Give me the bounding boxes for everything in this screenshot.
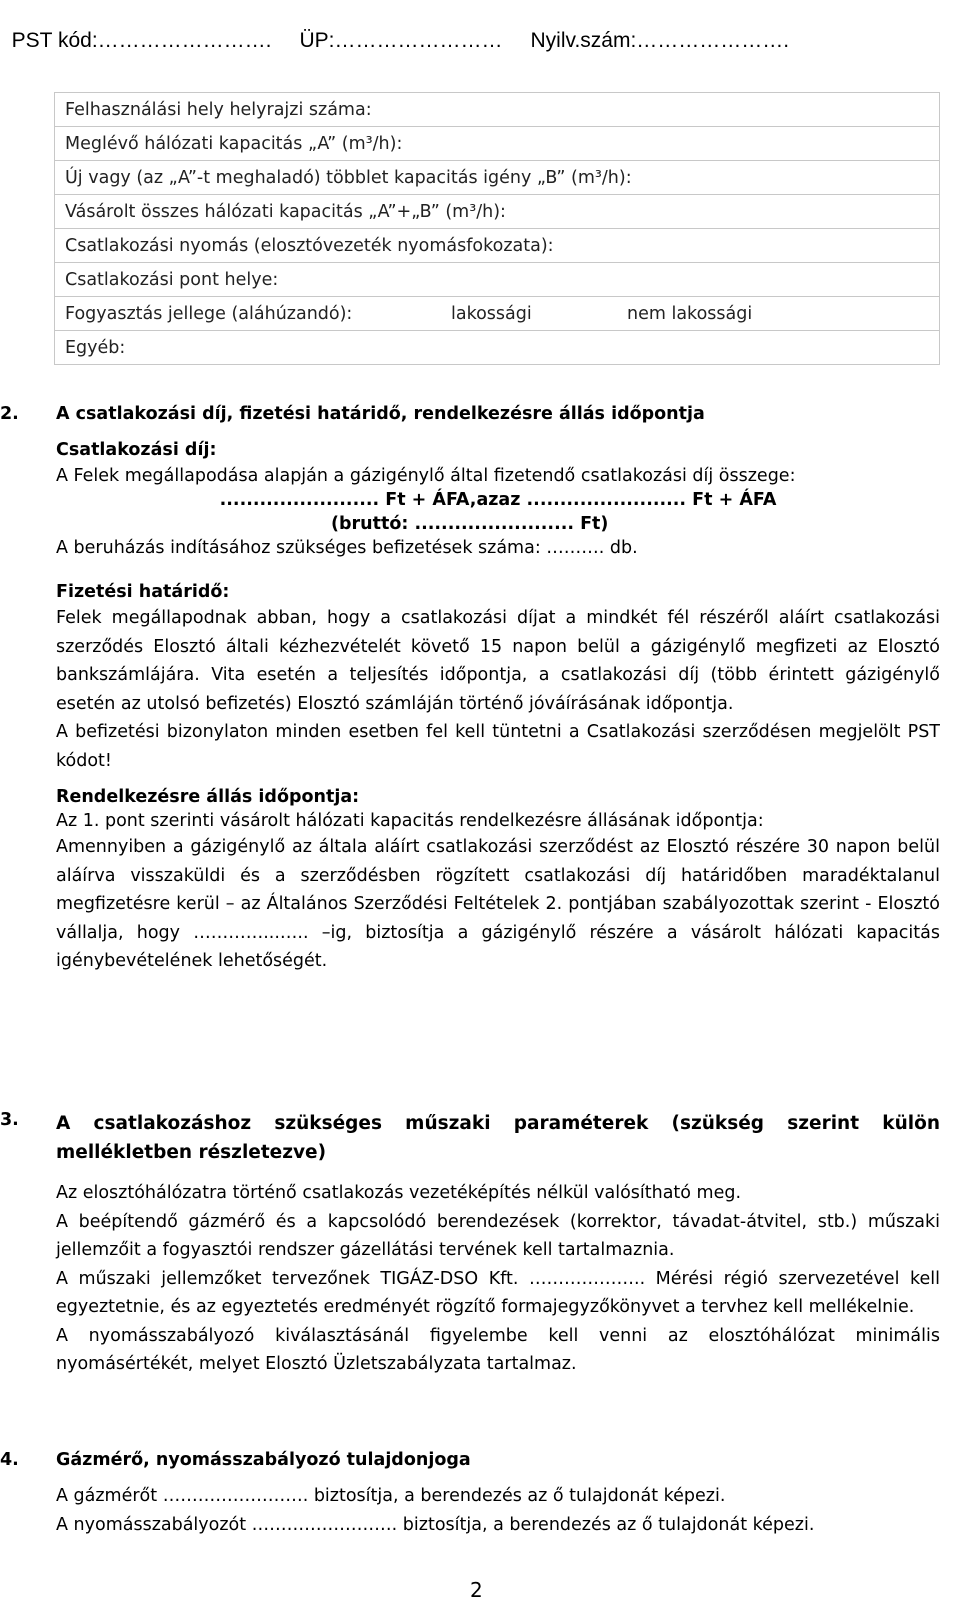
section-number: 2. xyxy=(0,404,19,424)
section-title: A csatlakozási díj, fizetési határidő, rendelkezésre állás időpontja xyxy=(56,404,705,424)
payments-count: A beruházás indításához szükséges befizetések száma: ………. db. xyxy=(56,538,638,558)
ownership-paragraph: A gázmérőt ……………………. biztosítja, a berendezés az ő tulajdonát képezi. xyxy=(56,1486,726,1506)
info-row xyxy=(55,229,940,263)
up-field: ÜP:…………………… xyxy=(299,29,503,52)
technical-paragraph: A műszaki jellemzőket tervezőnek TIGÁZ-DSO Kft. ……………….. Mérési régió szervezetével kell egyeztetnie, és az egyeztetés eredményét rögzítő formajegyzőkönyvet a tervhez kell mellékelnie. xyxy=(56,1268,940,1317)
ownership-paragraph: A nyomásszabályozót ……………………. biztosítja, a berendezés az ő tulajdonát képezi. xyxy=(56,1514,815,1535)
pst-code-field: PST kód:……………………. xyxy=(11,29,272,52)
availability-line: Az 1. pont szerinti vásárolt hálózati kapacitás rendelkezésre állásának időpontja: xyxy=(56,811,764,831)
fee-amount-line: ........................ Ft + ÁFA,azaz ........................ Ft + ÁFA xyxy=(219,490,777,510)
info-row xyxy=(55,331,940,365)
info-row xyxy=(55,195,940,229)
document-header xyxy=(0,5,817,53)
option-residential[interactable]: lakossági xyxy=(451,304,532,324)
section-title: A csatlakozáshoz szükséges műszaki paraméterek (szükség szerint külön mellékletben részletezve) xyxy=(56,1113,940,1163)
option-non-residential[interactable]: nem lakossági xyxy=(627,304,753,324)
info-cell: Új vagy (az „A”-t meghaladó) többlet kapacitás igény „B” (m³/h): xyxy=(55,161,940,195)
section-content xyxy=(56,1110,940,1379)
fee-heading: Csatlakozási díj: xyxy=(56,440,217,460)
consumption-type-label: Fogyasztás jellege (aláhúzandó): xyxy=(65,303,353,324)
info-row xyxy=(55,93,940,127)
availability-text: Amennyiben a gázigénylő az általa aláírt csatlakozási szerződést az Elosztó részére 30 napon belül aláírva visszaküldi és a szerződésben rögzített csatlakozási díj határidőben maradéktalanul megfizetésre kerül – az Általános Szerződési Feltételek 2. pontjában szabályozottak szerint - Elosztó vállalja, hogy …………...….. –ig, biztosítja a gázigénylő részére a vásárolt hálózati kapacitás igénybevételének lehetőségét. xyxy=(56,837,940,971)
section-title: Gázmérő, nyomásszabályozó tulajdonjoga xyxy=(56,1450,471,1470)
info-table xyxy=(54,92,940,365)
deadline-note: A befizetési bizonylaton minden esetben fel kell tüntetni a Csatlakozási szerződésen megjelölt PST kódot! xyxy=(56,722,940,771)
info-row xyxy=(55,161,940,195)
info-row xyxy=(55,127,940,161)
section-content xyxy=(56,404,940,976)
technical-paragraph: A beépítendő gázmérő és a kapcsolódó berendezések (korrektor, távadat-átvitel, stb.) műszaki jellemzőit a fogyasztói rendszer gázellátási tervének kell tartalmaznia. xyxy=(56,1211,940,1260)
deadline-text: Felek megállapodnak abban, hogy a csatlakozási díjat a mindkét fél részéről aláírt csatlakozási szerződés Elosztó általi kézhezvételét követő 15 napon belül a gázigénylő megfizeti az Elosztó bankszámlájára. Vita esetén a teljesítés időpontja, a csatlakozási díj (több érintett gázigénylő esetén az utolsó befizetés) Elosztó számláján történő jóváírásának időpontja. xyxy=(56,608,940,714)
info-cell: Egyéb: xyxy=(55,331,940,365)
info-row xyxy=(55,263,940,297)
info-cell: Csatlakozási pont helye: xyxy=(55,263,940,297)
availability-heading: Rendelkezésre állás időpontja: xyxy=(56,787,360,807)
technical-paragraph: A nyomásszabályozó kiválasztásánál figyelembe kell venni az elosztóhálózat minimális nyomásértékét, melyet Elosztó Üzletszabályzata tartalmaz. xyxy=(56,1325,940,1374)
page-number: 2 xyxy=(470,1578,483,1602)
technical-paragraph: Az elosztóhálózatra történő csatlakozás vezetéképítés nélkül valósítható meg. xyxy=(56,1183,742,1203)
info-cell: Vásárolt összes hálózati kapacitás „A”+„B” (m³/h): xyxy=(55,195,940,229)
deadline-heading: Fizetési határidő: xyxy=(56,582,230,602)
section-number: 3. xyxy=(0,1110,19,1130)
registry-number-field: Nyilv.szám:…………………. xyxy=(530,29,790,52)
info-cell: Csatlakozási nyomás (elosztóvezeték nyomásfokozata): xyxy=(55,229,940,263)
section-number: 4. xyxy=(0,1450,19,1470)
consumption-type-cell xyxy=(55,297,940,331)
fee-gross-line: (bruttó: ........................ Ft) xyxy=(331,514,609,534)
info-row xyxy=(55,297,940,331)
fee-text: A Felek megállapodása alapján a gázigénylő által fizetendő csatlakozási díj összege: xyxy=(56,466,796,486)
info-cell: Meglévő hálózati kapacitás „A” (m³/h): xyxy=(55,127,940,161)
info-cell: Felhasználási hely helyrajzi száma: xyxy=(55,93,940,127)
section-content xyxy=(56,1450,940,1539)
